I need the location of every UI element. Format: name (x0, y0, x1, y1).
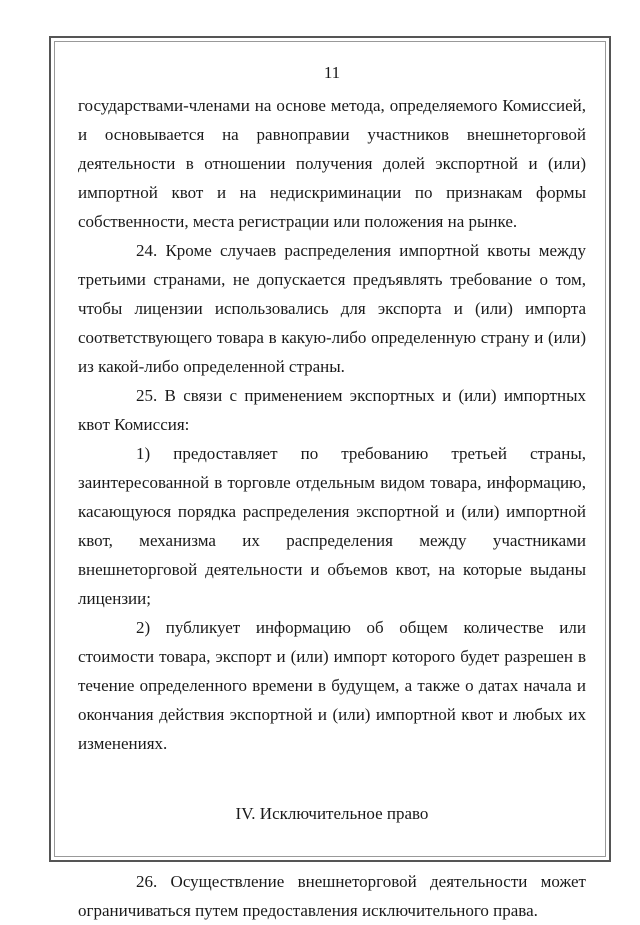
paragraph-continuation: государствами-членами на основе метода, определяемого Комиссией, и основывается на равноправии участников внешнеторговой деятельности в отношении получения долей экспортной и (или) импортной квот и на недискриминации по признакам формы собственности, места регистрации или положения на рынке. (78, 96, 586, 231)
paragraph-25: 25. В связи с применением экспортных и (или) импортных квот Комиссия: (78, 386, 586, 434)
paragraph-26: 26. Осуществление внешнеторговой деятельности может ограничиваться путем предоставления исключительного права. (78, 872, 586, 920)
paragraph-24: 24. Кроме случаев распределения импортной квоты между третьими странами, не допускается предъявлять требование о том, чтобы лицензии использовались для экспорта и (или) импорта соответствующего товара в какую-либо определенную страну и (или) из какой-либо определенной страны. (78, 241, 586, 376)
section-title: IV. Исключительное право (235, 804, 429, 823)
document-body (78, 58, 586, 925)
paragraph-25-item-2: 2) публикует информацию об общем количестве или стоимости товара, экспорт и (или) импорт которого будет разрешен в течение определенного времени в будущем, а также о датах начала и окончания действия экспортной и (или) импортной квот и любых их изменениях. (78, 618, 586, 753)
paragraph-25-item-1: 1) предоставляет по требованию третьей страны, заинтересованной в торговле отдельным видом товара, информацию, касающуюся порядка распределения экспортной и (или) импортной квот, механизма их распределения между участниками внешнеторговой деятельности и объемов квот, на которые выданы лицензии; (78, 444, 586, 608)
page-number: 11 (323, 63, 341, 82)
